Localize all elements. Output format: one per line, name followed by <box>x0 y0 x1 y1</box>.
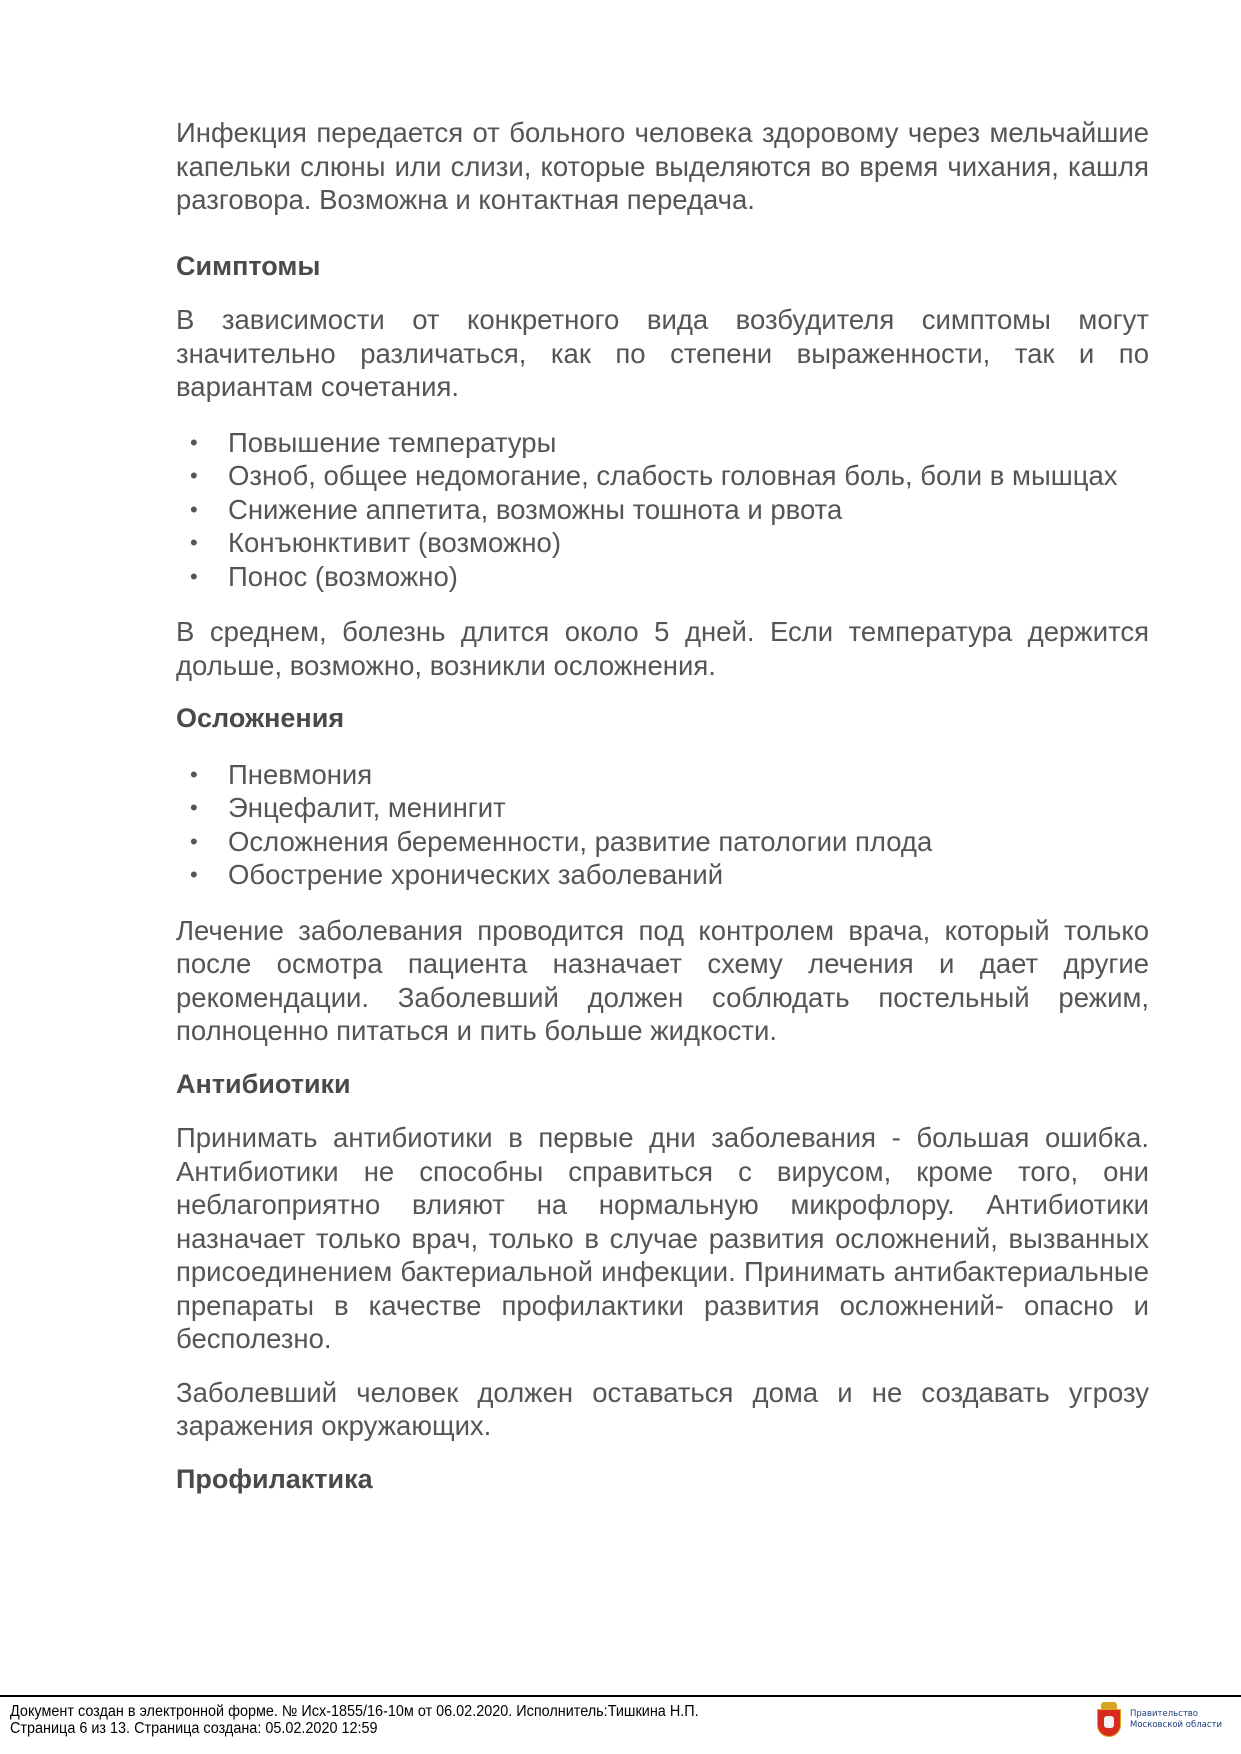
symptoms-paragraph: В зависимости от конкретного вида возбудителя симптомы могут значительно различаться, как по степени выраженности, так и по вариантам сочетания. <box>176 304 1149 402</box>
bullet-icon: • <box>190 496 198 522</box>
complications-list <box>176 758 1149 892</box>
footer-info <box>10 1703 699 1737</box>
bullet-icon: • <box>190 463 198 488</box>
bullet-icon: • <box>190 530 198 555</box>
list-item: • Понос (возможно) <box>190 560 458 592</box>
list-item: • Повышение температуры <box>190 426 557 458</box>
list-item: • Пневмония <box>190 758 373 790</box>
footer-divider <box>0 1695 1241 1697</box>
document-body <box>176 116 1149 1496</box>
bullet-icon: • <box>190 429 198 455</box>
bullet-icon: • <box>190 563 198 589</box>
list-item: • Конъюнктивит (возможно) <box>190 527 561 558</box>
list-item: • Обострение хронических заболеваний <box>190 859 724 890</box>
list-item: • Снижение аппетита, возможны тошнота и рвота <box>190 493 843 525</box>
intro-paragraph: Инфекция передается от больного человека здоровому через мельчайшие капельки слюны или слизи, которые выделяются во время чихания, кашля разговора. Возможна и контактная передача. <box>176 117 1149 215</box>
treatment-paragraph: Лечение заболевания проводится под контролем врача, который только после осмотра пациента назначает схему лечения и дает другие рекомендации. Заболевший должен соблюдать постельный режим, полноценно питаться и пить больше жидкости. <box>176 914 1149 1046</box>
list-item: • Осложнения беременности, развитие патологии плода <box>190 825 933 857</box>
list-item: • Озноб, общее недомогание, слабость головная боль, боли в мышцах <box>190 460 1118 491</box>
bullet-icon: • <box>190 862 198 887</box>
footer-document-info: Документ создан в электронной форме. № Исх-1855/16-10м от 06.02.2020. Исполнитель:Тишкина Н.П. <box>10 1703 699 1720</box>
isolation-paragraph: Заболевший человек должен оставаться дома и не создавать угрозу заражения окружающих. <box>176 1376 1149 1441</box>
bullet-icon: • <box>190 795 198 820</box>
heading-complications: Осложнения <box>176 703 345 733</box>
duration-paragraph: В среднем, болезнь длится около 5 дней. Если температура держится дольше, возможно, возникли осложнения. <box>176 616 1149 681</box>
moscow-oblast-crest-icon <box>1096 1702 1122 1738</box>
symptoms-list <box>176 426 1149 594</box>
government-logo <box>1096 1702 1222 1738</box>
list-item: • Энцефалит, менингит <box>190 792 506 823</box>
heading-symptoms: Симптомы <box>176 250 321 281</box>
heading-prevention: Профилактика <box>176 1463 373 1494</box>
footer-page-info: Страница 6 из 13. Страница создана: 05.02.2020 12:59 <box>10 1720 378 1737</box>
antibiotics-paragraph: Принимать антибиотики в первые дни заболевания - большая ошибка. Антибиотики не способны справиться с вирусом, кроме того, они неблагоприятно влияют на нормальную микрофлору. Антибиотики назначает только врач, только в случае развития осложнений, вызванных присоединением бактериальной инфекции. Принимать антибактериальные препараты в качестве профилактики развития осложнений- опасно и бесполезно. <box>176 1122 1149 1354</box>
heading-antibiotics: Антибиотики <box>176 1068 351 1099</box>
bullet-icon: • <box>190 761 198 787</box>
logo-text: Правительство Московской области <box>1130 1709 1223 1730</box>
bullet-icon: • <box>190 828 198 854</box>
